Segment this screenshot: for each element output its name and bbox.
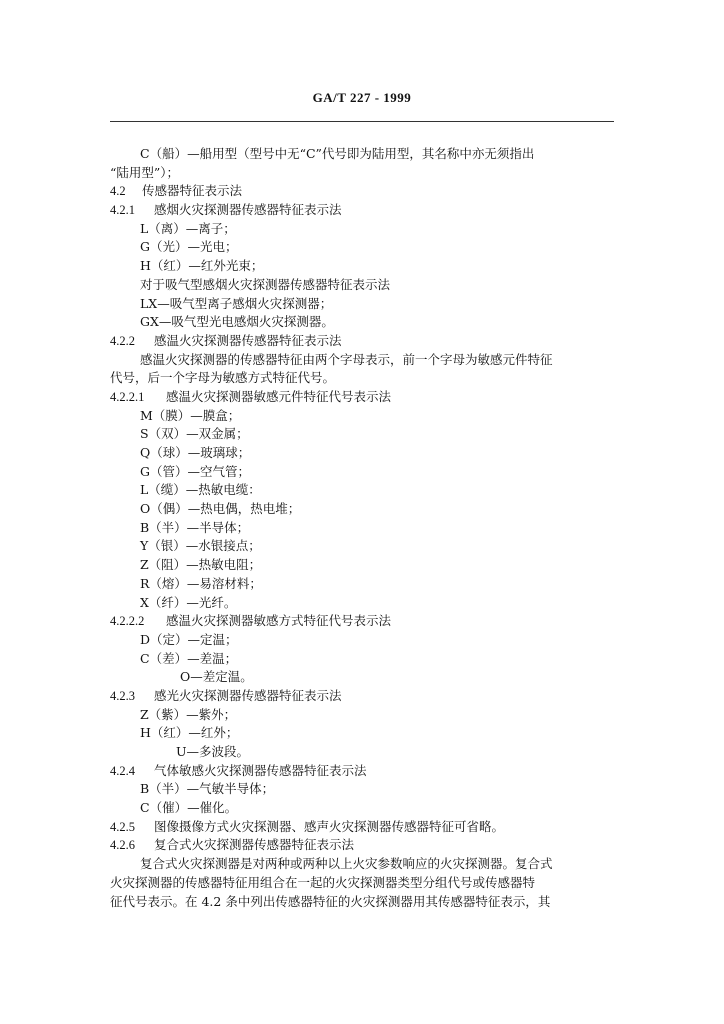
text-line xyxy=(110,780,618,799)
line-text: 代号，后一个字母为敏感方式特征代号。 xyxy=(110,370,336,386)
line-text: 复合式火灾探测器是对两种或两种以上火灾参数响应的火灾探测器。复合式 xyxy=(140,856,553,872)
line-text: O—差定温。 xyxy=(180,669,253,685)
line-text: 感温火灾探测器敏感元件特征代号表示法 xyxy=(166,388,392,404)
standard-code-header: GA/T 227 - 1999 xyxy=(312,90,412,105)
document-body xyxy=(110,145,618,911)
line-text: B（半）—气敏半导体； xyxy=(140,781,275,797)
line-text: GX—吸气型光电感烟火灾探测器。 xyxy=(140,314,334,330)
text-line xyxy=(110,724,618,743)
line-text: G（光）—光电； xyxy=(140,239,238,255)
text-line xyxy=(110,444,618,463)
section-heading xyxy=(110,182,618,201)
text-line xyxy=(110,425,618,444)
line-text: H（红）—红外； xyxy=(140,725,239,741)
line-text: M（膜）—膜盒； xyxy=(140,407,241,423)
line-text: 感温火灾探测器敏感方式特征代号表示法 xyxy=(166,613,392,629)
line-text: 感光火灾探测器传感器特征表示法 xyxy=(154,687,342,703)
line-text: O（偶）—热电偶，热电堆； xyxy=(140,501,301,517)
text-line xyxy=(110,556,618,575)
line-text: 火灾探测器的传感器特征用组合在一起的火灾探测器类型分组代号或传感器特 xyxy=(110,874,536,890)
line-text: 气体敏感火灾探测器传感器特征表示法 xyxy=(154,762,367,778)
line-text: C（催）—催化。 xyxy=(140,800,238,816)
text-line xyxy=(110,743,618,762)
line-text: G（管）—空气管； xyxy=(140,463,250,479)
line-text: X（纤）—光纤。 xyxy=(140,594,237,610)
text-line xyxy=(110,313,618,332)
section-number: 4.2.4 xyxy=(110,763,135,778)
text-line xyxy=(110,855,618,874)
line-text: Z（阻）—热敏电阻； xyxy=(140,557,262,573)
text-line xyxy=(110,295,618,314)
line-text: H（红）—红外光束； xyxy=(140,258,264,274)
text-line xyxy=(110,594,618,613)
section-number: 4.2.3 xyxy=(110,688,135,703)
text-line xyxy=(110,799,618,818)
line-text: S（双）—双金属； xyxy=(140,426,249,442)
section-number: 4.2.2.2 xyxy=(110,614,145,629)
line-text: 感温火灾探测器传感器特征表示法 xyxy=(154,332,342,348)
text-line xyxy=(110,369,618,388)
header-rule xyxy=(110,121,614,122)
line-text: 图像摄像方式火灾探测器、感声火灾探测器传感器特征可省略。 xyxy=(154,818,505,834)
section-number: 4.2.2.1 xyxy=(110,389,145,404)
text-line xyxy=(110,500,618,519)
line-text: C（船）—船用型（型号中无“C”代号即为陆用型，其名称中亦无须指出 xyxy=(140,146,535,161)
line-text: 感温火灾探测器的传感器特征由两个字母表示，前一个字母为敏感元件特征 xyxy=(140,351,553,367)
line-text: 传感器特征表示法 xyxy=(142,183,243,199)
text-line xyxy=(110,351,618,370)
section-number: 4.2.1 xyxy=(110,203,135,218)
section-heading xyxy=(110,836,618,855)
section-heading xyxy=(110,762,618,781)
text-line xyxy=(110,650,618,669)
section-number: 4.2.2 xyxy=(110,333,135,348)
text-line xyxy=(110,706,618,725)
line-text: 对于吸气型感烟火灾探测器传感器特征表示法 xyxy=(140,276,391,292)
text-line xyxy=(110,537,618,556)
text-line xyxy=(110,481,618,500)
text-line xyxy=(110,463,618,482)
section-heading xyxy=(110,818,618,837)
line-text: U—多波段。 xyxy=(176,744,250,759)
section-heading xyxy=(110,201,618,220)
section-heading xyxy=(110,612,618,631)
text-line xyxy=(110,145,618,164)
line-text: “陆用型”）； xyxy=(110,164,180,180)
text-line xyxy=(110,631,618,650)
text-line xyxy=(110,238,618,257)
section-heading xyxy=(110,332,618,351)
text-line xyxy=(110,257,618,276)
line-text: 征代号表示。在 4.2 条中列出传感器特征的火灾探测器用其传感器特征表示，其 xyxy=(110,893,551,909)
text-line xyxy=(110,220,618,239)
text-line xyxy=(110,407,618,426)
section-number: 4.2 xyxy=(110,184,126,199)
line-text: LX—吸气型离子感烟火灾探测器； xyxy=(140,295,333,311)
line-text: 复合式火灾探测器传感器特征表示法 xyxy=(154,837,355,853)
text-line xyxy=(110,575,618,594)
line-text: Y（银）—水银接点； xyxy=(140,538,261,554)
line-text: C（差）—差温； xyxy=(140,650,238,666)
line-text: Z（紫）—紫外； xyxy=(140,706,237,722)
section-heading xyxy=(110,388,618,407)
line-text: L（缆）—热敏电缆： xyxy=(140,482,261,498)
line-text: 感烟火灾探测器传感器特征表示法 xyxy=(154,202,342,218)
line-text: Q（球）—玻璃球； xyxy=(140,445,251,460)
section-heading xyxy=(110,687,618,706)
line-text: L（离）—离子； xyxy=(140,220,236,236)
text-line xyxy=(110,164,618,183)
text-line xyxy=(110,668,618,687)
text-line xyxy=(110,893,618,912)
line-text: R（熔）—易溶材料； xyxy=(140,575,262,591)
text-line xyxy=(110,519,618,538)
section-number: 4.2.5 xyxy=(110,819,135,834)
text-line xyxy=(110,276,618,295)
section-number: 4.2.6 xyxy=(110,838,135,853)
text-line xyxy=(110,874,618,893)
line-text: B（半）—半导体； xyxy=(140,519,250,535)
line-text: D（定）—定温； xyxy=(140,631,238,647)
